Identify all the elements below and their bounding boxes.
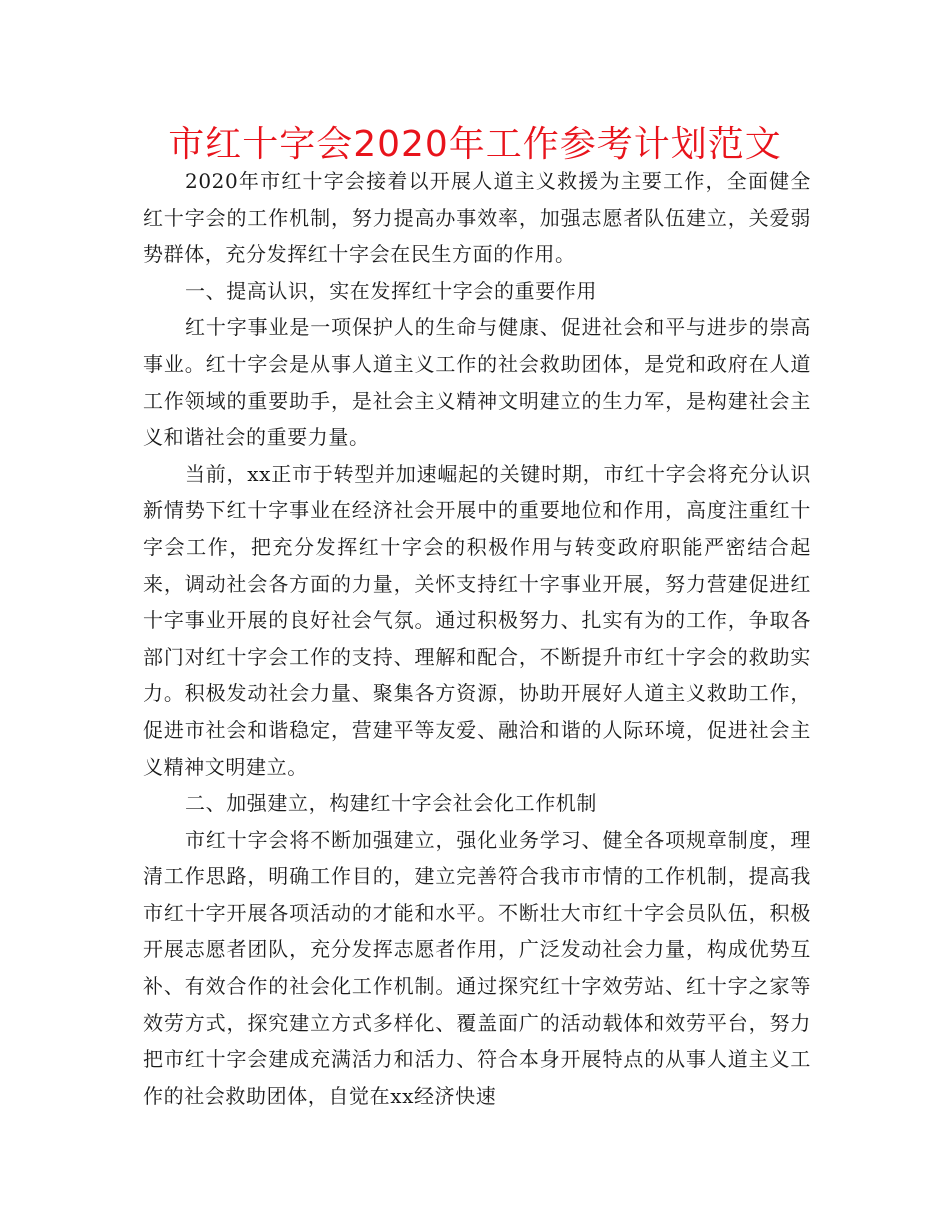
document-title: 市红十字会2020年工作参考计划范文: [168, 124, 782, 165]
paragraph-3: 市红十字会将不断加强建立，强化业务学习、健全各项规章制度，理清工作思路，明确工作目的，建立完善符合我市市情的工作机制，提高我市红十字开展各项活动的才能和水平。不断壮大市红十字会员队伍，积极开展志愿者团队，充分发挥志愿者作用，广泛发动社会力量，构成优势互补、有效合作的社会化工作机制。通过探究红十字效劳站、红十字之家等效劳方式，探究建立方式多样化、覆盖面广的活动载体和效劳平台，努力把市红十字会建成充满活力和活力、符合本身开展特点的从事人道主义工作的社会救助团体，自觉在xx经济快速: [143, 827, 811, 1108]
paragraph-2: 当前，xx正市于转型并加速崛起的关键时期，市红十字会将充分认识新情势下红十字事业在经济社会开展中的重要地位和作用，高度注重红十字会工作，把充分发挥红十字会的积极作用与转变政府职能严密结合起来，调动社会各方面的力量，关怀支持红十字事业开展，努力营建促进红十字事业开展的良好社会气氛。通过积极努力、扎实有为的工作，争取各部门对红十字会工作的支持、理解和配合，不断提升市红十字会的救助实力。积极发动社会力量、聚集各方资源，协助开展好人道主义救助工作，促进市社会和谐稳定，营建平等友爱、融洽和谐的人际环境，促进社会主义精神文明建立。: [143, 461, 811, 779]
paragraph-intro: 2020年市红十字会接着以开展人道主义救援为主要工作，全面健全红十字会的工作机制，努力提高办事效率，加强志愿者队伍建立，关爱弱势群体，充分发挥红十字会在民生方面的作用。: [143, 169, 811, 267]
section-heading-2: 二、加强建立，构建红十字会社会化工作机制: [185, 791, 597, 816]
section-heading-1: 一、提高认识，实在发挥红十字会的重要作用: [185, 278, 597, 303]
document-body: [143, 163, 811, 1114]
paragraph-1: 红十字事业是一项保护人的生命与健康、促进社会和平与进步的崇高事业。红十字会是从事人道主义工作的社会救助团体，是党和政府在人道工作领域的重要助手，是社会主义精神文明建立的生力军，是构建社会主义和谐社会的重要力量。: [143, 315, 811, 450]
